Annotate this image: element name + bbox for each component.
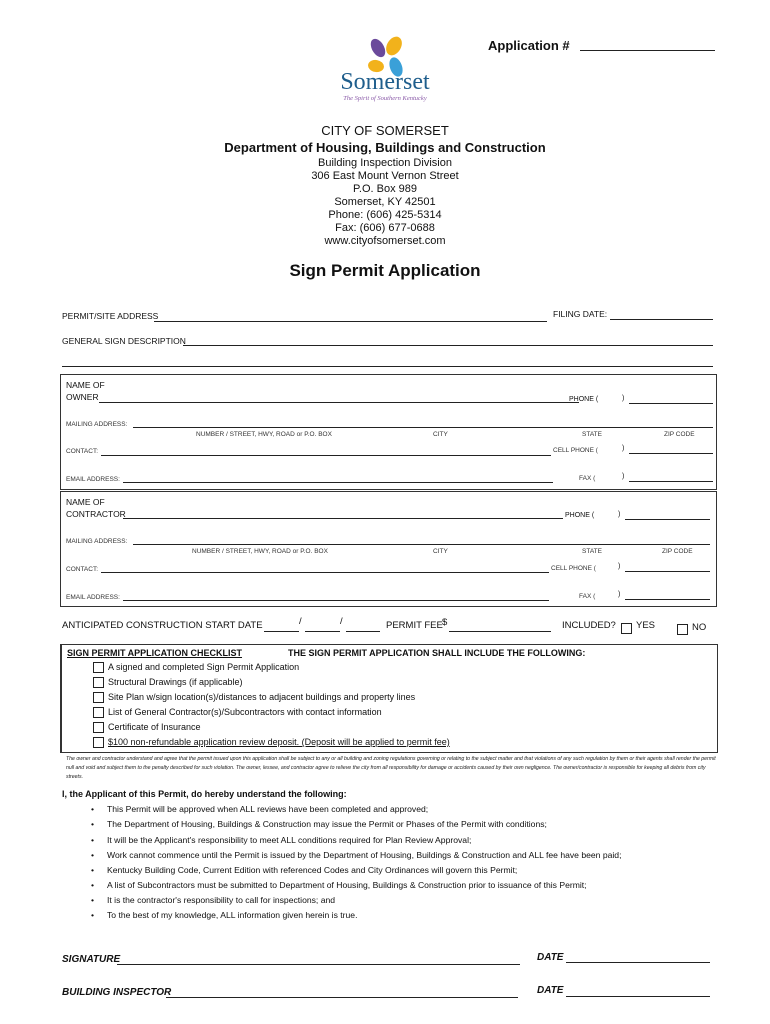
- checkbox[interactable]: [93, 737, 104, 748]
- signature-label: SIGNATURE: [62, 954, 121, 965]
- checklist-subheading: THE SIGN PERMIT APPLICATION SHALL INCLUDE THE FOLLOWING:: [288, 648, 586, 658]
- start-date-slash-1: /: [299, 616, 302, 627]
- list-item: • It is the contractor's responsibility to call for inspections; and: [91, 895, 336, 905]
- contractor-fax-paren: ): [618, 591, 621, 598]
- building-inspector-label: BUILDING INSPECTOR: [62, 987, 172, 998]
- checkbox[interactable]: [93, 677, 104, 688]
- sign-description-field[interactable]: [183, 345, 713, 346]
- po-box: P.O. Box 989: [352, 183, 417, 195]
- list-item: • The Department of Housing, Buildings & Construction may issue the Permit or Phases of the Permit with conditions;: [91, 819, 547, 829]
- contractor-mailing-field[interactable]: [133, 544, 710, 545]
- start-date-label: ANTICIPATED CONSTRUCTION START DATE: [62, 620, 263, 631]
- start-date-day[interactable]: [305, 631, 340, 632]
- owner-fax-field[interactable]: [629, 481, 713, 482]
- included-yes-checkbox[interactable]: [621, 620, 636, 638]
- logo-wordmark: Somerset: [340, 69, 430, 95]
- permit-fee-dollar: $: [442, 617, 448, 628]
- owner-section: [60, 374, 717, 490]
- application-number-field[interactable]: [580, 50, 715, 51]
- city-heading: CITY OF SOMERSET: [321, 123, 449, 138]
- list-item: • Work cannot commence until the Permit is issued by the Department of Housing, Buildings & Construction and ALL fee have been paid;: [91, 850, 622, 860]
- city-state-zip: Somerset, KY 42501: [334, 196, 436, 208]
- fax: Fax: (606) 677-0688: [335, 222, 435, 234]
- contractor-name-field[interactable]: [123, 518, 563, 519]
- contractor-email-field[interactable]: [123, 600, 549, 601]
- list-item: • A list of Subcontractors must be submitted to Department of Housing, Buildings & Construction prior to issuance of this Permit;: [91, 880, 587, 890]
- contractor-phone-paren: ): [618, 511, 621, 518]
- sign-description-field-2[interactable]: [62, 366, 713, 367]
- owner-email-field[interactable]: [123, 482, 553, 483]
- page-title: Sign Permit Application: [289, 261, 481, 280]
- application-number-label: Application #: [488, 38, 570, 53]
- owner-fax-paren: ): [622, 473, 625, 480]
- owner-cell-paren: ): [622, 445, 625, 452]
- checklist-heading: SIGN PERMIT APPLICATION CHECKLIST: [67, 648, 243, 658]
- included-no-label: NO: [692, 622, 707, 633]
- contractor-mailing-label: MAILING ADDRESS:: [66, 538, 128, 545]
- checklist-item[interactable]: Site Plan w/sign location(s)/distances to adjacent buildings and property lines: [93, 692, 415, 703]
- filing-date-label: FILING DATE:: [553, 309, 608, 319]
- permit-fee-label: PERMIT FEE: [386, 620, 443, 631]
- start-date-year[interactable]: [346, 631, 380, 632]
- disclaimer-text: The owner and contractor understand and agree that the permit issued upon this application shall be subject to any or all building and zoning regulations governing or relating to the subject matter and that violations of any such regulation by them or their agents shall render the permit null and void and subject them to the penalty described for such violation. The owner, lessee, and contractor agree to relieve the city from all responsibility for damage or accidents caused by their own negligence. The owner/contractor is responsible for keeping all debris from city streets.: [66, 756, 716, 780]
- contractor-email-label: EMAIL ADDRESS:: [66, 594, 120, 601]
- sign-description-label: GENERAL SIGN DESCRIPTION: [62, 336, 186, 346]
- included-yes-label: YES: [636, 620, 656, 631]
- list-item: • This Permit will be approved when ALL reviews have been completed and approved;: [91, 804, 429, 814]
- contractor-contact-field[interactable]: [101, 572, 549, 573]
- logo-tagline: The Spirit of Southern Kentucky: [343, 95, 427, 102]
- understand-heading: I, the Applicant of this Permit, do hereby understand the following:: [62, 789, 347, 799]
- owner-cell-field[interactable]: [629, 453, 713, 454]
- checklist-item[interactable]: List of General Contractor(s)/Subcontractors with contact information: [93, 707, 382, 718]
- signature-date-field[interactable]: [566, 962, 710, 963]
- contractor-name-label-2: CONTRACTOR: [66, 509, 126, 519]
- contractor-street-caption: NUMBER / STREET, HWY, ROAD or P.O. BOX: [192, 548, 328, 555]
- contractor-name-label-1: NAME OF: [66, 497, 105, 507]
- division: Building Inspection Division: [318, 157, 452, 169]
- checklist-item[interactable]: $100 non-refundable application review deposit. (Deposit will be applied to permit fee): [93, 737, 450, 748]
- included-label: INCLUDED?: [562, 620, 616, 631]
- contractor-fax-label: FAX (: [579, 593, 596, 600]
- inspector-date-label: DATE: [537, 985, 564, 996]
- contractor-contact-label: CONTACT:: [66, 566, 99, 573]
- department-heading: Department of Housing, Buildings and Construction: [224, 140, 546, 155]
- contractor-zip-caption: ZIP CODE: [662, 548, 693, 555]
- checkbox[interactable]: [93, 707, 104, 718]
- inspector-date-field[interactable]: [566, 996, 710, 997]
- contractor-fax-field[interactable]: [625, 599, 710, 600]
- contractor-cell-label: CELL PHONE (: [551, 565, 596, 572]
- list-item: • It will be the Applicant's responsibility to meet ALL conditions required for Plan Review Approval;: [91, 835, 472, 845]
- owner-contact-field[interactable]: [101, 455, 551, 456]
- included-no-checkbox[interactable]: [677, 621, 692, 639]
- contractor-cell-field[interactable]: [625, 571, 710, 572]
- street: 306 East Mount Vernon Street: [311, 170, 459, 182]
- filing-date-field[interactable]: [610, 319, 713, 320]
- contractor-phone-field[interactable]: [625, 519, 710, 520]
- owner-name-label-2: OWNER: [66, 392, 99, 402]
- contractor-city-caption: CITY: [433, 548, 448, 555]
- list-item: • Kentucky Building Code, Current Edition with referenced Codes and City Ordinances will govern this Permit;: [91, 865, 518, 875]
- signature-field[interactable]: [117, 964, 520, 965]
- owner-cell-label: CELL PHONE (: [553, 447, 598, 454]
- owner-mailing-field[interactable]: [133, 427, 713, 428]
- contractor-cell-paren: ): [618, 563, 621, 570]
- checkbox[interactable]: [93, 662, 104, 673]
- permit-site-address-label: PERMIT/SITE ADDRESS: [62, 311, 159, 321]
- owner-street-caption: NUMBER / STREET, HWY, ROAD or P.O. BOX: [196, 431, 332, 438]
- owner-mailing-label: MAILING ADDRESS:: [66, 421, 128, 428]
- owner-contact-label: CONTACT:: [66, 448, 99, 455]
- start-date-month[interactable]: [264, 631, 299, 632]
- contractor-state-caption: STATE: [582, 548, 602, 555]
- checkbox[interactable]: [93, 692, 104, 703]
- owner-zip-caption: ZIP CODE: [664, 431, 695, 438]
- website[interactable]: www.cityofsomerset.com: [324, 235, 446, 247]
- checklist-item[interactable]: Certificate of Insurance: [93, 722, 201, 733]
- phone: Phone: (606) 425-5314: [328, 209, 442, 221]
- contractor-section: [60, 491, 717, 607]
- owner-phone-field[interactable]: [629, 403, 713, 404]
- permit-fee-field[interactable]: [449, 631, 551, 632]
- building-inspector-field[interactable]: [166, 997, 518, 998]
- permit-site-address-field[interactable]: [154, 321, 547, 322]
- owner-email-label: EMAIL ADDRESS:: [66, 476, 120, 483]
- checkbox[interactable]: [93, 722, 104, 733]
- signature-date-label: DATE: [537, 952, 564, 963]
- owner-phone-paren: ): [622, 395, 625, 402]
- start-date-slash-2: /: [340, 616, 343, 627]
- list-item: • To the best of my knowledge, ALL information given herein is true.: [91, 910, 358, 920]
- checklist-item[interactable]: Structural Drawings (if applicable): [93, 677, 243, 688]
- somerset-logo: [330, 34, 440, 106]
- owner-fax-label: FAX (: [579, 475, 596, 482]
- owner-name-field[interactable]: [99, 402, 579, 403]
- contractor-phone-label: PHONE (: [565, 512, 595, 519]
- owner-phone-label: PHONE (: [569, 396, 599, 403]
- owner-name-label-1: NAME OF: [66, 380, 105, 390]
- owner-state-caption: STATE: [582, 431, 602, 438]
- checklist-item[interactable]: A signed and completed Sign Permit Application: [93, 662, 299, 673]
- owner-city-caption: CITY: [433, 431, 448, 438]
